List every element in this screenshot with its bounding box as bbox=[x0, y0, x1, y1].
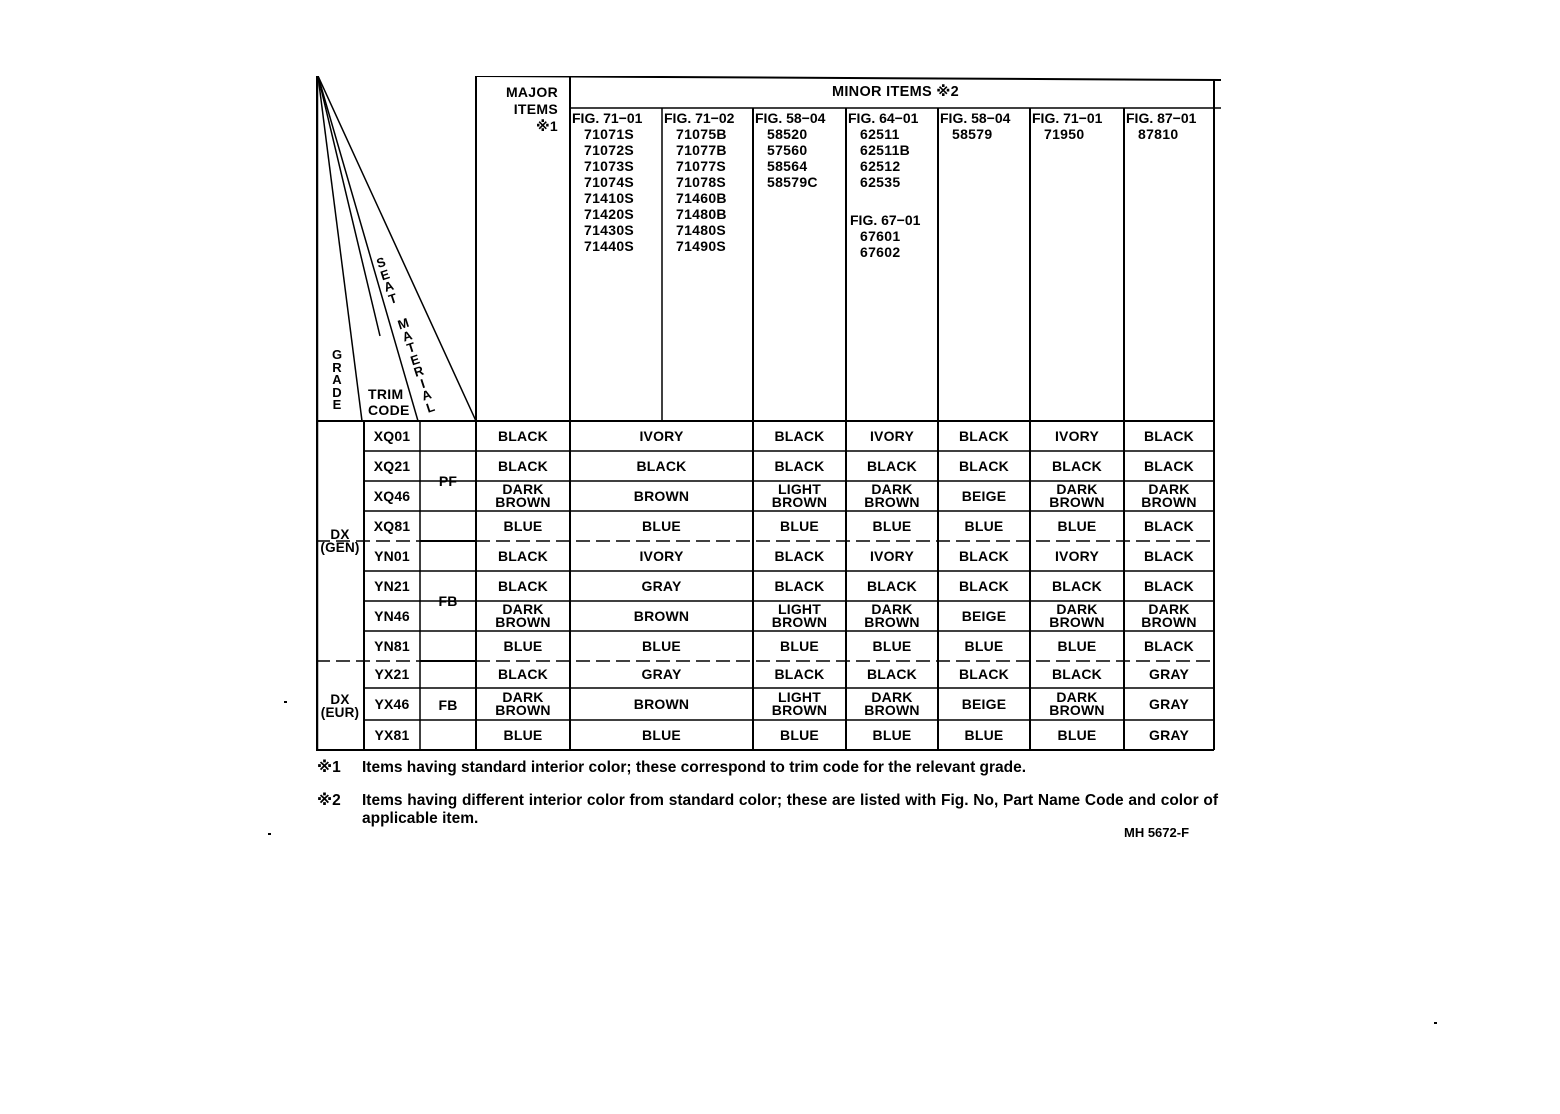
minor-color-fig-71: IVORY bbox=[639, 547, 684, 564]
trim-code: YN01 bbox=[374, 547, 410, 564]
minor-color-fig-71: BROWN bbox=[633, 487, 690, 504]
minor-color-fig-58-04-58579: BLUE bbox=[964, 637, 1004, 654]
minor-color-fig-58-04-58579: BLUE bbox=[964, 726, 1004, 743]
minor-color-fig-58-04: BLACK bbox=[774, 427, 825, 444]
minor-color-fig-71-01-71950: BLUE bbox=[1057, 637, 1097, 654]
minor-color-fig-58-04: BLACK bbox=[774, 457, 825, 474]
scan-speck bbox=[1434, 1022, 1437, 1024]
minor-color-fig-71: BLUE bbox=[642, 517, 681, 534]
trim-color-table bbox=[316, 76, 1221, 751]
minor-color-fig-58-04-58579: BLACK bbox=[959, 577, 1009, 594]
minor-color-fig-64-01: BLACK bbox=[867, 457, 917, 474]
scan-speck bbox=[284, 701, 287, 703]
minor-color-fig-71: IVORY bbox=[639, 427, 684, 444]
major-items-header: MAJOR ITEMS ※1 bbox=[505, 84, 558, 134]
figure-number: FIG. 87−01 bbox=[1126, 110, 1197, 126]
grade-dx-gen: DX (GEN) bbox=[320, 527, 360, 555]
minor-color-fig-58-04: BLACK bbox=[774, 666, 825, 682]
minor-color-fig-71-01-71950: BLUE bbox=[1057, 517, 1097, 534]
part-codes: 71950 bbox=[1044, 126, 1085, 142]
part-codes: 87810 bbox=[1138, 126, 1179, 142]
footnote-2-mark: ※2 bbox=[317, 792, 341, 809]
trim-code: YN81 bbox=[374, 637, 410, 654]
minor-color-fig-71: BROWN bbox=[633, 695, 690, 712]
trim-code: YN46 bbox=[374, 607, 410, 624]
minor-color-fig-58-04: BLACK bbox=[774, 577, 825, 594]
minor-color-fig-87-01: GRAY bbox=[1149, 666, 1189, 682]
figure-number: FIG. 64−01 bbox=[848, 110, 919, 126]
footnote-2-text: Items having different interior color from standard color; these are listed with Fig. No, Part Name Code and color of applicable item. bbox=[362, 792, 1218, 827]
minor-color-fig-64-01: DARK BROWN bbox=[864, 481, 920, 510]
trim-code: YX46 bbox=[374, 695, 410, 712]
minor-color-fig-71: BLUE bbox=[642, 726, 681, 743]
minor-color-fig-71: BROWN bbox=[633, 607, 690, 624]
material-pf: PF bbox=[438, 472, 458, 489]
major-item-color: BLACK bbox=[498, 457, 548, 474]
minor-items-header: MINOR ITEMS ※2 bbox=[831, 84, 960, 100]
figure-number: FIG. 71−02 bbox=[664, 110, 735, 126]
trim-code: YX81 bbox=[374, 726, 410, 743]
part-codes: 58579 bbox=[952, 126, 993, 142]
major-item-color: BLUE bbox=[503, 637, 543, 654]
trim-code: XQ21 bbox=[373, 457, 411, 474]
minor-color-fig-58-04: BLACK bbox=[774, 547, 825, 564]
trim-code: XQ01 bbox=[373, 427, 411, 444]
trim-code: XQ81 bbox=[373, 517, 411, 534]
minor-color-fig-87-01: GRAY bbox=[1149, 695, 1189, 712]
minor-color-fig-71-01-71950: BLACK bbox=[1052, 666, 1102, 682]
minor-color-fig-64-01: IVORY bbox=[869, 427, 915, 444]
part-codes: 71075B 71077B 71077S 71078S 71460B 71480B 71480S 71490S bbox=[676, 126, 727, 254]
minor-color-fig-87-01: BLACK bbox=[1144, 457, 1194, 474]
minor-color-fig-58-04: BLUE bbox=[780, 726, 819, 743]
minor-color-fig-87-01: DARK BROWN bbox=[1141, 601, 1197, 630]
minor-color-fig-71: GRAY bbox=[641, 666, 682, 682]
minor-color-fig-58-04: LIGHT BROWN bbox=[771, 689, 828, 718]
major-item-color: BLACK bbox=[498, 427, 548, 444]
trim-code: YX21 bbox=[374, 666, 410, 682]
part-codes: 58520 57560 58564 58579C bbox=[767, 126, 818, 190]
major-item-color: BLACK bbox=[498, 577, 548, 594]
material-fb-eur: FB bbox=[438, 697, 458, 713]
minor-color-fig-58-04-58579: BLACK bbox=[959, 547, 1009, 564]
grade-dx-eur: DX (EUR) bbox=[320, 692, 360, 720]
footnote-1-mark: ※1 bbox=[317, 759, 341, 776]
minor-color-fig-71-01-71950: IVORY bbox=[1054, 547, 1100, 564]
minor-color-fig-64-01: BLUE bbox=[872, 517, 912, 534]
major-item-color: BLACK bbox=[498, 547, 548, 564]
minor-color-fig-87-01: DARK BROWN bbox=[1141, 481, 1197, 510]
figure-number: FIG. 71−01 bbox=[572, 110, 643, 126]
figure-number: FIG. 67−01 bbox=[850, 212, 921, 228]
minor-color-fig-71-01-71950: BLUE bbox=[1057, 726, 1097, 743]
minor-color-fig-87-01: BLACK bbox=[1144, 637, 1194, 654]
major-item-color: BLUE bbox=[503, 517, 543, 534]
minor-color-fig-71-01-71950: DARK BROWN bbox=[1049, 601, 1105, 630]
material-header: M A T E R I A L bbox=[395, 314, 437, 416]
part-codes: 67601 67602 bbox=[860, 228, 901, 260]
scan-speck bbox=[268, 833, 271, 835]
minor-color-fig-71: BLUE bbox=[642, 637, 681, 654]
major-item-color: DARK BROWN bbox=[495, 689, 551, 718]
major-item-color: DARK BROWN bbox=[495, 481, 551, 510]
minor-color-fig-58-04-58579: BLACK bbox=[959, 666, 1009, 682]
minor-color-fig-87-01: BLACK bbox=[1144, 577, 1194, 594]
minor-color-fig-58-04-58579: BLACK bbox=[959, 457, 1009, 474]
minor-color-fig-58-04-58579: BEIGE bbox=[961, 695, 1007, 712]
minor-color-fig-64-01: BLACK bbox=[867, 577, 917, 594]
major-item-color: BLACK bbox=[498, 666, 548, 682]
minor-color-fig-87-01: BLACK bbox=[1144, 517, 1194, 534]
footnote-1-text: Items having standard interior color; these correspond to trim code for the relevant grade. bbox=[362, 759, 1027, 776]
part-codes: 62511 62511B 62512 62535 bbox=[860, 126, 911, 190]
minor-color-fig-71-01-71950: DARK BROWN bbox=[1049, 481, 1105, 510]
minor-color-fig-64-01: BLUE bbox=[872, 726, 912, 743]
minor-color-fig-58-04: LIGHT BROWN bbox=[771, 481, 828, 510]
minor-color-fig-71: BLACK bbox=[636, 457, 687, 474]
minor-color-fig-58-04-58579: BLUE bbox=[964, 517, 1004, 534]
material-fb: FB bbox=[438, 592, 458, 609]
minor-color-fig-87-01: BLACK bbox=[1144, 547, 1194, 564]
minor-color-fig-71-01-71950: DARK BROWN bbox=[1049, 689, 1105, 718]
minor-color-fig-71-01-71950: IVORY bbox=[1054, 427, 1100, 444]
minor-color-fig-71: GRAY bbox=[641, 577, 682, 594]
minor-color-fig-58-04: BLUE bbox=[780, 517, 819, 534]
grade-header: G R A D E bbox=[331, 347, 343, 412]
minor-color-fig-58-04-58579: BLACK bbox=[959, 427, 1009, 444]
minor-color-fig-58-04: BLUE bbox=[780, 637, 819, 654]
minor-color-fig-64-01: IVORY bbox=[869, 547, 915, 564]
trim-code: YN21 bbox=[374, 577, 410, 594]
minor-color-fig-87-01: GRAY bbox=[1149, 726, 1189, 743]
minor-color-fig-64-01: DARK BROWN bbox=[864, 601, 920, 630]
part-codes: 71071S 71072S 71073S 71074S 71410S 71420S 71430S 71440S bbox=[584, 126, 635, 254]
figure-number: FIG. 58−04 bbox=[940, 110, 1011, 126]
seat-header: S E A T bbox=[374, 253, 399, 307]
minor-color-fig-64-01: DARK BROWN bbox=[864, 689, 920, 718]
minor-color-fig-87-01: BLACK bbox=[1144, 427, 1194, 444]
minor-color-fig-58-04-58579: BEIGE bbox=[961, 607, 1007, 624]
minor-color-fig-58-04: LIGHT BROWN bbox=[771, 601, 828, 630]
trim-code-header: TRIM CODE bbox=[368, 386, 410, 418]
minor-color-fig-71-01-71950: BLACK bbox=[1052, 457, 1102, 474]
major-item-color: DARK BROWN bbox=[495, 601, 551, 630]
figure-number: FIG. 71−01 bbox=[1032, 110, 1103, 126]
minor-color-fig-71-01-71950: BLACK bbox=[1052, 577, 1102, 594]
minor-color-fig-64-01: BLACK bbox=[867, 666, 917, 682]
figure-number: FIG. 58−04 bbox=[755, 110, 826, 126]
drawing-reference: MH 5672-F bbox=[1124, 825, 1190, 840]
major-item-color: BLUE bbox=[503, 726, 543, 743]
minor-color-fig-64-01: BLUE bbox=[872, 637, 912, 654]
minor-color-fig-58-04-58579: BEIGE bbox=[961, 487, 1007, 504]
trim-code: XQ46 bbox=[373, 487, 411, 504]
